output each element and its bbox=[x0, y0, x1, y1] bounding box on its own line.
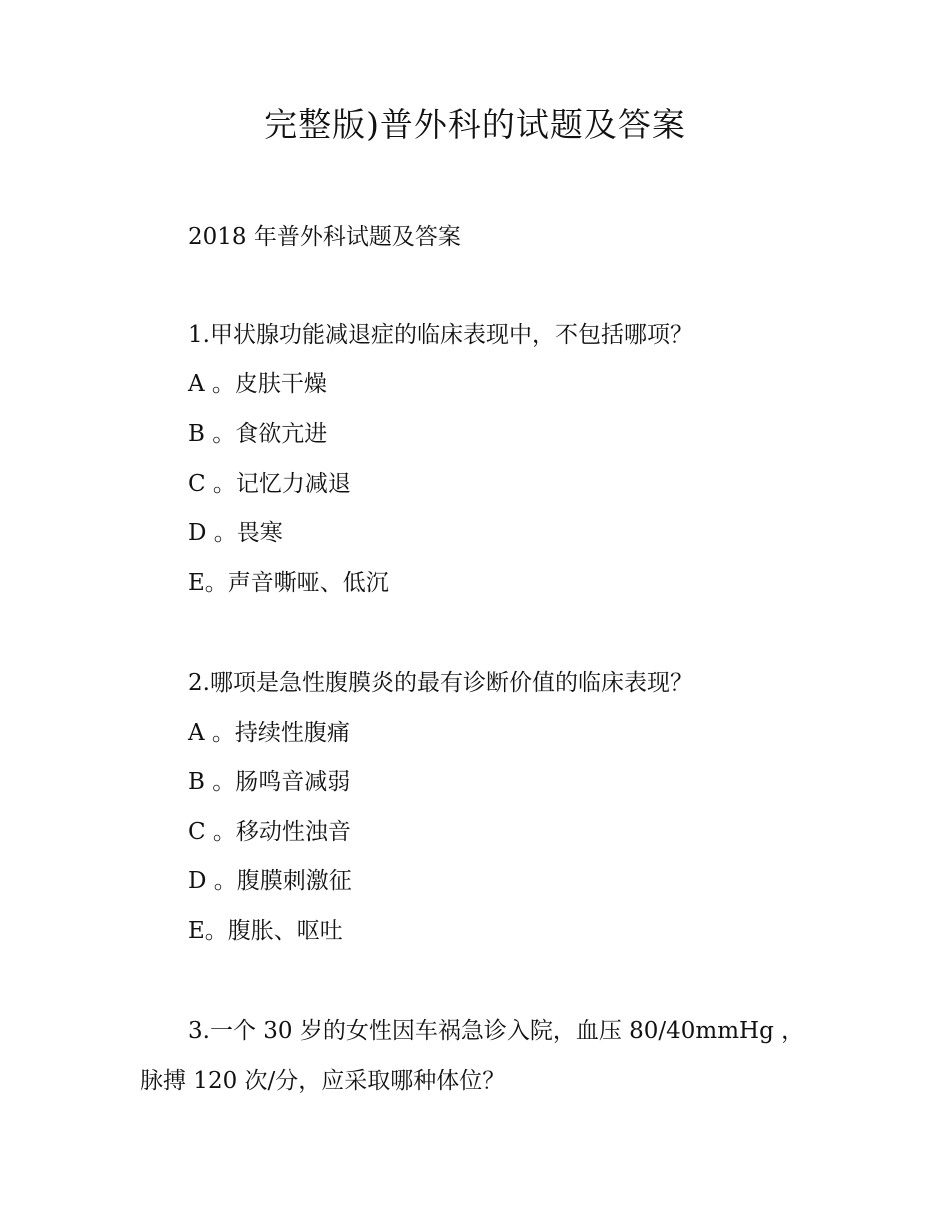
question-1-option-a: A 。皮肤干燥 bbox=[188, 371, 327, 397]
question-3-stem-line-2: 脉搏 120 次/分，应采取哪种体位？ bbox=[140, 1068, 506, 1094]
question-2-option-d: D 。腹膜刺激征 bbox=[188, 868, 352, 894]
question-1-stem: 1.甲状腺功能减退症的临床表现中，不包括哪项？ bbox=[188, 322, 693, 348]
question-2-option-c: C 。移动性浊音 bbox=[188, 819, 351, 845]
question-2-option-e: E。腹胀、呕吐 bbox=[188, 918, 343, 944]
question-1-option-c: C 。记忆力减退 bbox=[188, 471, 351, 497]
document-title: 完整版)普外科的试题及答案 bbox=[264, 105, 686, 144]
question-1-option-b: B 。食欲亢进 bbox=[188, 421, 328, 447]
question-2-stem: 2.哪项是急性腹膜炎的最有诊断价值的临床表现？ bbox=[188, 670, 693, 696]
document-subtitle: 2018 年普外科试题及答案 bbox=[188, 224, 461, 250]
question-1-option-e: E。声音嘶哑、低沉 bbox=[188, 570, 389, 596]
question-1-option-d: D 。畏寒 bbox=[188, 520, 283, 546]
question-3-stem-line-1: 3.一个 30 岁的女性因车祸急诊入院，血压 80/40mmHg ， bbox=[188, 1018, 805, 1044]
question-2-option-a: A 。持续性腹痛 bbox=[188, 720, 350, 746]
question-2-option-b: B 。肠鸣音减弱 bbox=[188, 769, 351, 795]
